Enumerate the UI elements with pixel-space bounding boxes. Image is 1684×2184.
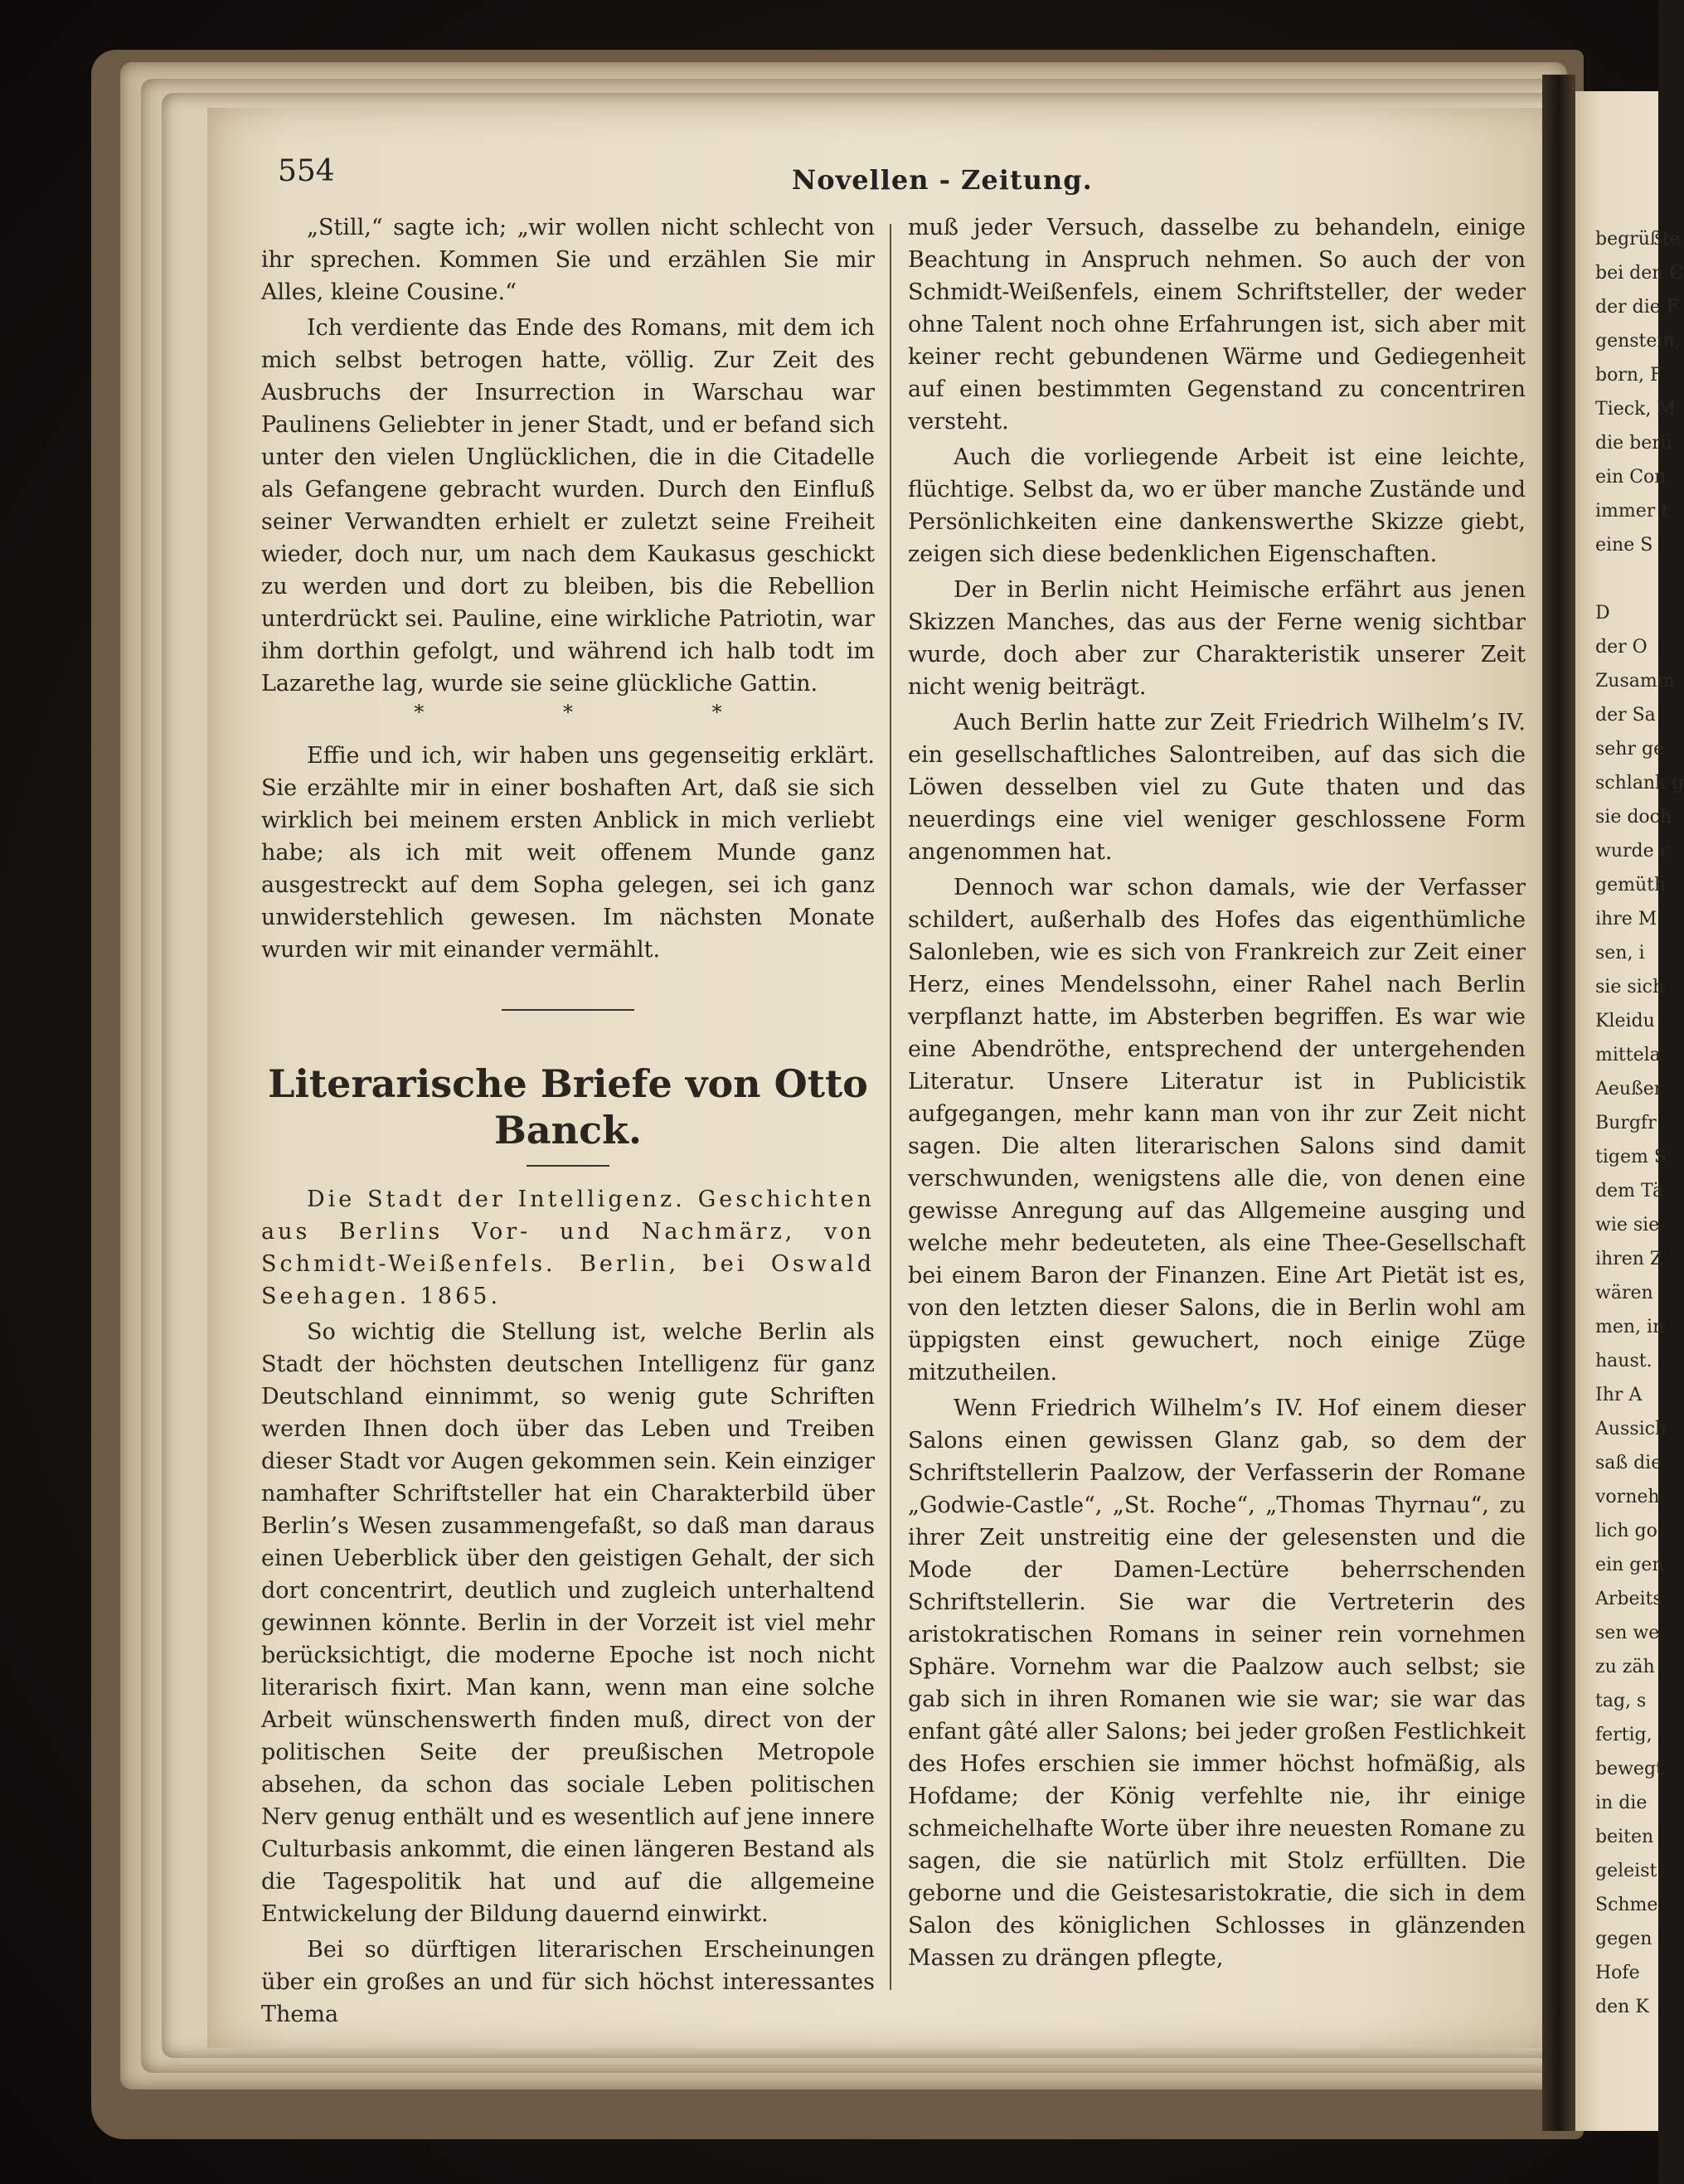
facing-page-fragment: Kleidu: [1595, 1011, 1655, 1031]
facing-page-fragment: tigem S: [1595, 1147, 1667, 1167]
facing-page-fragment: zu zäh: [1595, 1657, 1655, 1677]
facing-page-fragment: [1595, 562, 1658, 596]
paragraph: „Still,“ sagte ich; „wir wollen nicht schlecht von ihr sprechen. Kommen Sie und erzählen Sie mir Alles, kleine Cousine.“: [261, 215, 875, 305]
section-divider: [502, 1009, 634, 1011]
paragraph: muß jeder Versuch, dasselbe zu behandeln, einige Beachtung in Anspruch nehmen. So auch der von Schmidt-Weißenfels, einem Schriftsteller, der weder ohne Talent noch ohne Erfahrungen ist, sich aber mit keiner recht gebundenen Wärme und Gediegenheit auf einen bestimmten Gegenstand zu concentriren versteht.: [908, 215, 1526, 434]
facing-page-fragment: Arbeits: [1595, 1589, 1662, 1609]
facing-page-fragment: beiten: [1595, 1827, 1654, 1847]
paragraph: Bei so dürftigen literarischen Erscheinungen über ein großes an und für sich höchst interessantes Thema: [261, 1937, 875, 2027]
section-break-stars: * * *: [414, 701, 789, 724]
facing-page-fragment: Schme: [1595, 1895, 1658, 1915]
paragraph: Effie und ich, wir haben uns gegenseitig erklärt. Sie erzählte mir in einer boshaften Art, daß sie sich wirklich bei meinem ersten Anblick in mich verliebt habe; als ich mit weit offenem Munde ganz ausgestreckt auf dem Sopha gelegen, sei ich ganz unwiderstehlich gewesen. Im nächsten Monate wurden wir mit einander vermählt.: [261, 743, 875, 963]
facing-page-fragment: lich go: [1595, 1521, 1657, 1541]
facing-page-fragment: der Sa: [1595, 705, 1656, 726]
facing-page-fragment: gegen: [1595, 1929, 1652, 1949]
facing-page-fragment: Tieck, M: [1595, 399, 1676, 420]
running-head: Novellen - Zeitung.: [792, 164, 1093, 196]
title-divider: [527, 1165, 609, 1167]
facing-page-fragment: sie sich: [1595, 977, 1665, 997]
paragraph: Wenn Friedrich Wilhelm’s IV. Hof einem dieser Salons einen gewissen Glanz gab, so dem der Schriftstellerin Paalzow, der Verfasserin der Romane „Godwie-Castle“, „St. Roche“, „Thomas Thyrnau“, zu ihrer Zeit unstreitig eine der gelesensten und die Mode der Damen-Lectüre beherrschenden Schriftstellerin. Sie war die Vertreterin des aristokratischen Romans in seiner rein vornehmen Sphäre. Vornehm war die Paalzow auch selbst; sie gab sich in ihren Romanen wie sie war; sie war das enfant gâté aller Salons; bei jeder großen Festlichkeit des Hofes erschien sie immer höchst hofmäßig, als Hofdame; der König verfehlte nie, ihr einige schmeichelhafte Worte über ihre neuesten Romane zu sagen, die sie natürlich mit Stolz erfüllten. Die geborne und die Geistesaristokratie, die sich in dem Salon des königlichen Schlosses in glänzenden Massen zu drängen pflegte,: [908, 1395, 1526, 1971]
facing-page-fragment: fertig,: [1595, 1725, 1652, 1745]
facing-page-fragment: genstein,: [1595, 331, 1681, 352]
left-column: [261, 211, 875, 2034]
facing-page-fragment: der O: [1595, 637, 1648, 658]
facing-page-fragment: men, in: [1595, 1317, 1665, 1337]
facing-page-fragment: ihre M: [1595, 909, 1657, 929]
facing-page-fragment: wie sie: [1595, 1215, 1660, 1235]
facing-page-fragment: Ihr A: [1595, 1385, 1643, 1405]
facing-page-fragment: haust.: [1595, 1351, 1652, 1371]
facing-page-fragment: die berü: [1595, 433, 1672, 454]
facing-page-fragment: immer t: [1595, 501, 1669, 522]
facing-page-fragment: born, F: [1595, 365, 1663, 386]
facing-page-fragment: Aussich: [1595, 1419, 1667, 1439]
facing-page-fragment: sie doch: [1595, 807, 1672, 827]
facing-page-fragment: bewegt: [1595, 1759, 1663, 1779]
facing-page-fragment: bei den C: [1595, 263, 1684, 284]
facing-page-fragment: sen, i: [1595, 943, 1645, 963]
facing-page-fragment: Zusamm: [1595, 671, 1675, 692]
facing-page-fragment: wären: [1595, 1283, 1653, 1303]
facing-page-fragment: Burgfr: [1595, 1113, 1657, 1133]
paragraph: Dennoch war schon damals, wie der Verfasser schildert, außerhalb des Hofes das eigenthümliche Salonleben, wie es sich von Frankreich zur Zeit einer Herz, eines Mendelssohn, einer Rahel nach Berlin verpflanzt hatte, im Absterben begriffen. Es war wie eine Abendröthe, entsprechend der untergehenden Literatur. Unsere Literatur ist in Publicistik aufgegangen, mehr kann man von ihr zur Zeit nicht sagen. Die alten literarischen Salons sind damit verschwunden, wenigstens alle die, von denen eine gewisse Anregung auf das Allgemeine ausging und welche mehr bedeuteten, als eine Thee-Gesellschaft bei einem Baron der Finanzen. Eine Art Pietät ist es, von den letzten dieser Salons, die in Berlin wohl am üppigsten einst gewuchert, noch einige Züge mitzutheilen.: [908, 875, 1526, 1386]
review-citation: Die Stadt der Intelligenz. Geschichten aus Berlins Vor- und Nachmärz, von Schmidt-Weißenfels. Berlin, bei Oswald Seehagen. 1865.: [261, 1187, 875, 1309]
facing-page-fragment: eine S: [1595, 535, 1653, 556]
page-header: [278, 149, 1521, 199]
facing-page-fragment: begrüßte: [1595, 229, 1681, 250]
paragraph: So wichtig die Stellung ist, welche Berlin als Stadt der höchsten deutschen Intelligenz für ganz Deutschland einnimmt, so wenig gute Schriften werden Ihnen doch über das Leben und Treiben dieser Stadt vor Augen gekommen sein. Kein einziger namhafter Schriftsteller hat ein Charakterbild über Berlin’s Wesen zusammengefaßt, so daß man daraus einen Ueberblick über den geistigen Gehalt, der sich dort concentrirt, deutlich und zugleich unterhaltend gewinnen könnte. Berlin in der Vorzeit ist viel mehr berücksichtigt, die moderne Epoche ist noch nicht literarisch fixirt. Man kann, wenn man eine solche Arbeit wünschenswerth finden muß, direct von der politischen Seite der preußischen Metropole absehen, da schon das sociale Leben politischen Nerv genug enthält und es wesentlich auf jene innere Culturbasis ankommt, die einen längeren Bestand als die Tagespolitik hat und auf die allgemeine Entwickelung der Bildung dauernd einwirkt.: [261, 1319, 875, 1927]
facing-page-fragment: in die: [1595, 1793, 1648, 1813]
facing-page-fragment: sehr ge: [1595, 739, 1665, 760]
facing-page-fragment: ein gen: [1595, 1555, 1664, 1575]
facing-page-fragment: tag, s: [1595, 1691, 1647, 1711]
paragraph: Auch die vorliegende Arbeit ist eine leichte, flüchtige. Selbst da, wo er über manche Zustände und Persönlichkeiten eine dankenswerthe Skizze giebt, zeigen sich diese bedenklichen Eigenschaften.: [908, 444, 1526, 567]
paragraph: Ich verdiente das Ende des Romans, mit dem ich mich selbst betrogen hatte, völlig. Zur Zeit des Ausbruchs der Insurrection in Warschau war Paulinens Geliebter in jener Stadt, und er befand sich unter den vielen Unglücklichen, die in die Citadelle als Gefangene gebracht wurden. Durch den Einfluß seiner Verwandten erhielt er zuletzt seine Freiheit wieder, doch nur, um nach dem Kaukasus geschickt zu werden und dort zu bleiben, bis die Rebellion unterdrückt sei. Pauline, eine wirkliche Patriotin, war ihm dorthin gefolgt, und während ich halb todt im Lazarethe lag, wurde sie seine glückliche Gattin.: [261, 315, 875, 696]
facing-page-fragment: sen we: [1595, 1623, 1660, 1643]
facing-page-fragment: ein Con: [1595, 467, 1667, 488]
facing-page-fragment: vorneh: [1595, 1487, 1660, 1507]
article-title: Literarische Briefe von Otto Banck.: [268, 1061, 868, 1153]
facing-page-fragment: D: [1595, 603, 1610, 624]
book-gutter: [1542, 75, 1575, 2131]
paragraph: Der in Berlin nicht Heimische erfährt aus jenen Skizzen Manches, das aus der Ferne wenig sichtbar wurde, doch aber zur Charakteristik unserer Zeit nicht wenig beiträgt.: [908, 577, 1526, 700]
facing-page-fragment: den K: [1595, 1997, 1649, 2017]
facing-page-fragment: wurde r: [1595, 841, 1669, 861]
right-column: [908, 211, 1526, 1978]
facing-page-fragment: Aeußer: [1595, 1079, 1663, 1099]
facing-page-fragment: mittela: [1595, 1045, 1661, 1065]
facing-page-fragment: der die F: [1595, 297, 1680, 318]
facing-page-fragment: dem Tä: [1595, 1181, 1664, 1201]
column-rule: [890, 224, 891, 1990]
facing-page-fragment: Hofe: [1595, 1963, 1640, 1983]
paragraph: Auch Berlin hatte zur Zeit Friedrich Wilhelm’s IV. ein gesellschaftliches Salontreiben, auf das sich die Löwen desselben viel zu Gute thaten und das neuerdings eine viel weniger geschlossene Form angenommen hat.: [908, 710, 1526, 865]
facing-page-fragment: gemüth: [1595, 875, 1667, 895]
page-number: 554: [278, 154, 335, 188]
facing-page: [1575, 91, 1684, 2131]
facing-page-fragments: [1575, 91, 1684, 2024]
facing-page-fragment: ihren Z: [1595, 1249, 1663, 1269]
facing-page-fragment: saß die: [1595, 1453, 1662, 1473]
facing-page-fragment: schlank g: [1595, 773, 1684, 794]
facing-page-fragment: geleist: [1595, 1861, 1657, 1881]
